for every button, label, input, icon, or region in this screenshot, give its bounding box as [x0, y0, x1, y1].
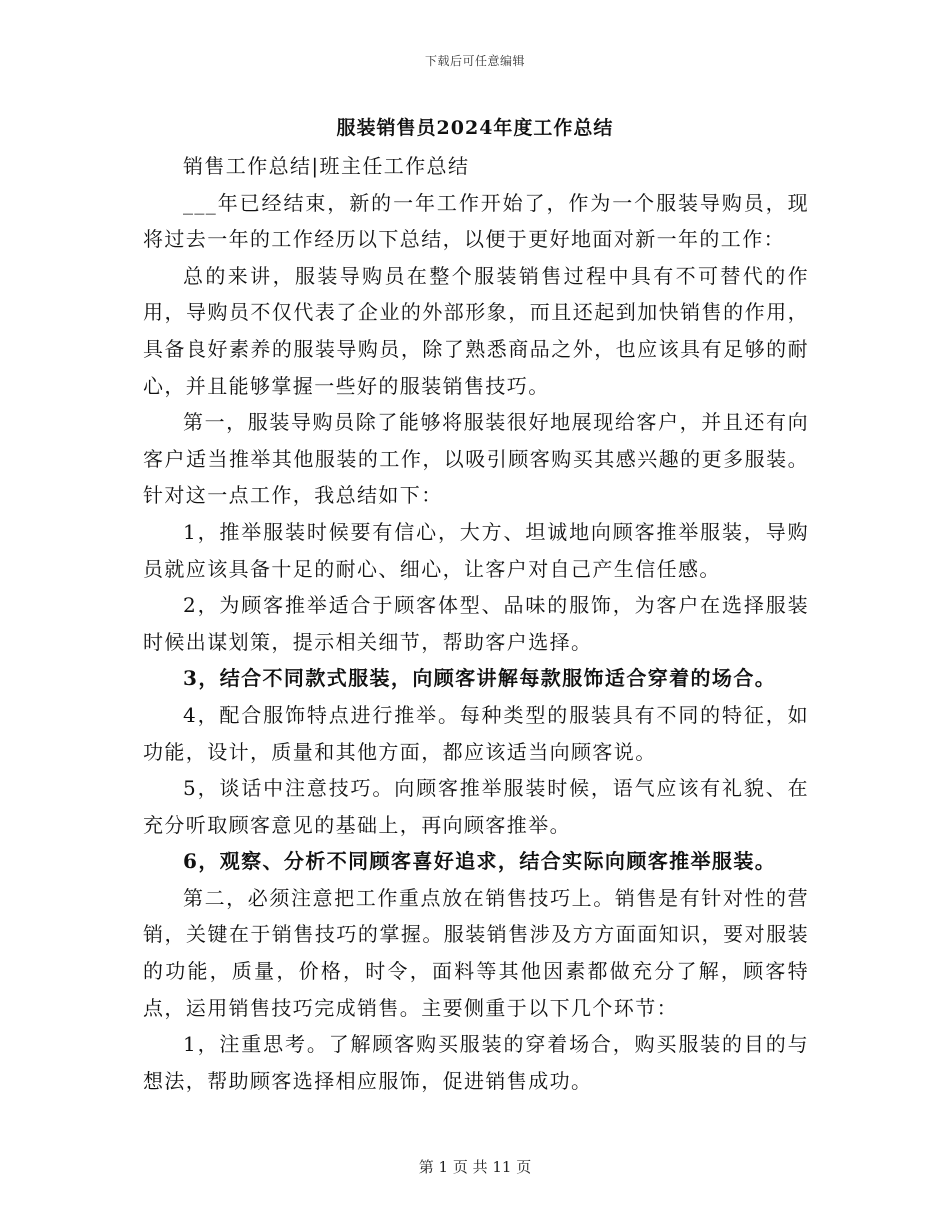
- paragraph: 总的来讲，服装导购员在整个服装销售过程中具有不可替代的作用，导购员不仅代表了企业的外部形象，而且还起到加快销售的作用，具备良好素养的服装导购员，除了熟悉商品之外，也应该具有足够的耐心，并且能够掌握一些好的服装销售技巧。: [143, 263, 809, 398]
- list-item: 1，注重思考。了解顾客购买服装的穿着场合，购买服装的目的与想法，帮助顾客选择相应服饰，促进销售成功。: [143, 1032, 809, 1093]
- header-note: 下载后可任意编辑: [424, 54, 525, 68]
- list-item: 5，谈话中注意技巧。向顾客推举服装时候，语气应该有礼貌、在充分听取顾客意见的基础上，再向顾客推举。: [143, 776, 809, 837]
- list-item-bold: 3，结合不同款式服装，向顾客讲解每款服饰适合穿着的场合。: [183, 666, 777, 691]
- paragraph: ___年已经结束，新的一年工作开始了，作为一个服装导购员，现将过去一年的工作经历以下总结，以便于更好地面对新一年的工作：: [143, 190, 809, 252]
- list-item: 4，配合服饰特点进行推举。每种类型的服装具有不同的特征，如功能，设计，质量和其他方面，都应该适当向顾客说。: [143, 702, 809, 764]
- list-item: 2，为顾客推举适合于顾客体型、品味的服饰，为客户在选择服装时候出谋划策，提示相关细节，帮助客户选择。: [143, 593, 809, 654]
- paragraph: 第一，服装导购员除了能够将服装很好地展现给客户，并且还有向客户适当推举其他服装的工作，以吸引顾客购买其感兴趣的更多服装。针对这一点工作，我总结如下：: [143, 410, 809, 508]
- paragraph: 第二，必须注意把工作重点放在销售技巧上。销售是有针对性的营销，关键在于销售技巧的掌握。服装销售涉及方方面面知识，要对服装的功能，质量，价格，时令，面料等其他因素都做充分了解，顾客特点，运用销售技巧完成销售。主要侧重于以下几个环节：: [143, 885, 809, 1020]
- list-item: 1，推举服装时候要有信心，大方、坦诚地向顾客推举服装，导购员就应该具备十足的耐心、细心，让客户对自己产生信任感。: [143, 519, 809, 581]
- page-number: 第 1 页 共 11 页: [418, 1158, 532, 1176]
- paragraph-subtitle: 销售工作总结|班主任工作总结: [183, 154, 470, 178]
- list-item-bold: 6，观察、分析不同顾客喜好追求，结合实际向顾客推举服装。: [183, 849, 777, 874]
- document-body: [143, 148, 809, 1099]
- document-title: 服装销售员2024年度工作总结: [336, 117, 614, 139]
